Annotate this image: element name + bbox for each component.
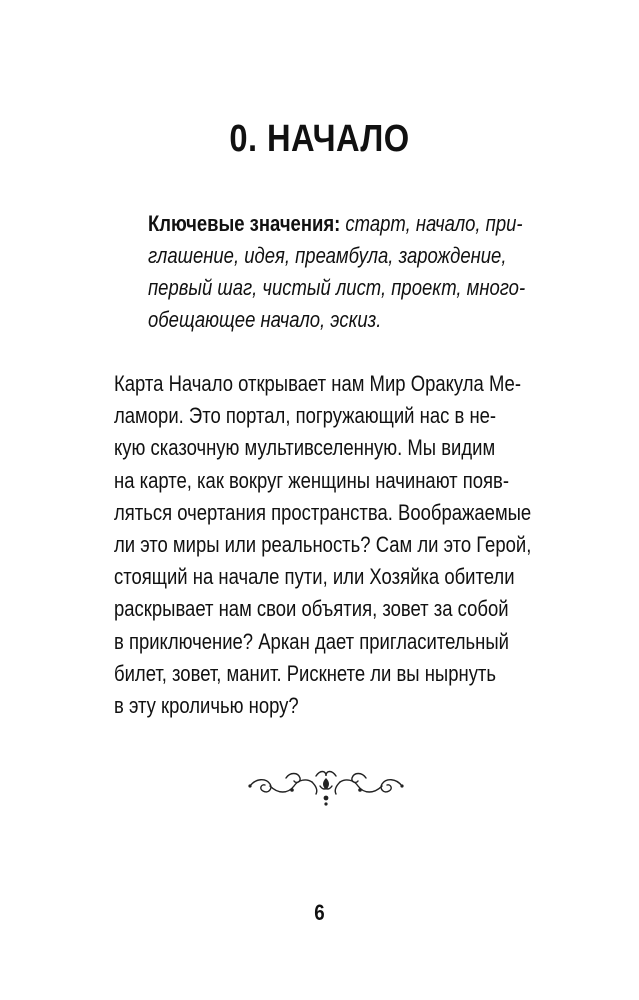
flourish-divider-icon (246, 764, 406, 808)
key-meanings-block (148, 208, 568, 336)
paragraph-line: на карте, как вокруг женщины начинают появ- (114, 467, 510, 493)
paragraph-line: в эту кроличью нору? (114, 692, 299, 718)
paragraph-line: Карта Начало открывает нам Мир Оракула Ме- (114, 371, 521, 396)
key-meanings-line: первый шаг, чистый лист, проект, много- (148, 275, 526, 300)
paragraph-line: билет, зовет, манит. Рискнете ли вы нырнуть (114, 660, 497, 686)
key-meanings-line: глашение, идея, преамбула, зарождение, (148, 243, 507, 268)
paragraph-line: стоящий на начале пути, или Хозяйка обители (114, 564, 515, 590)
paragraph-line: ли это миры или реальность? Сам ли это Герой, (114, 531, 532, 557)
key-meanings-label: Ключевые значения: (148, 211, 341, 236)
page-number: 6 (314, 900, 325, 925)
paragraph-line: ламори. Это портал, погружающий нас в не- (114, 403, 497, 429)
paragraph-line: раскрывает нам свои объятия, зовет за собой (114, 596, 509, 622)
paragraph-line: ляться очертания пространства. Воображаемые (114, 499, 532, 525)
key-meanings-line: обещающее начало, эскиз. (148, 307, 382, 332)
chapter-title: 0. НАЧАЛО (229, 118, 410, 160)
key-meanings-line (148, 208, 568, 240)
paragraph-line: в приключение? Аркан дает пригласительный (114, 628, 509, 654)
paragraph-line: кую сказочную мультивселенную. Мы видим (114, 435, 496, 461)
body-paragraph (114, 368, 584, 722)
key-meanings-text: старт, начало, при- (340, 211, 523, 236)
